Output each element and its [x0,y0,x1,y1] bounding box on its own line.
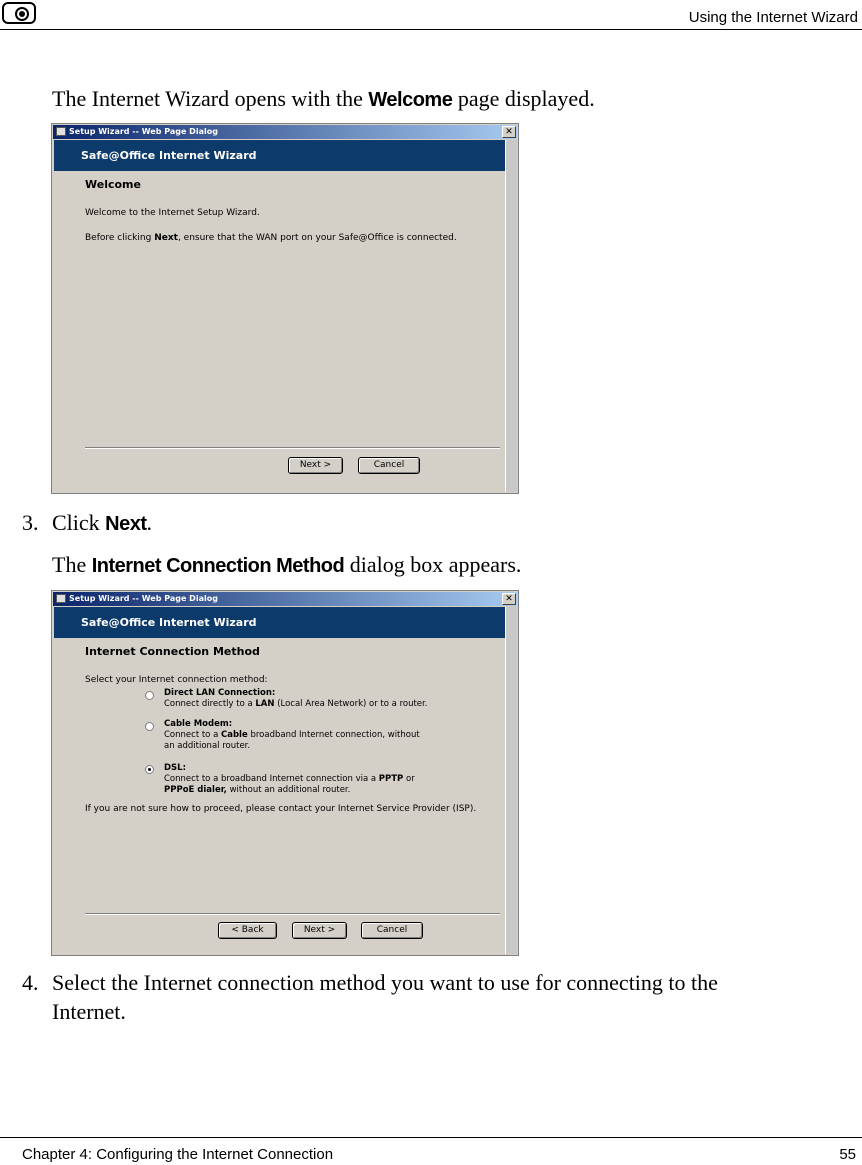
connection-method-dialog-screenshot [51,590,519,956]
logo-icon [2,2,36,24]
page-number: 55 [839,1146,856,1163]
intro-text-end: page displayed. [452,86,595,111]
dialog-scrollbar[interactable] [505,140,517,492]
dialog-titlebar [53,125,517,139]
dialog-scrollbar[interactable] [505,607,517,954]
next-button[interactable]: Next > [292,922,347,939]
dialog-separator [85,447,500,449]
welcome-dialog-screenshot [51,123,519,494]
isp-footnote: If you are not sure how to proceed, please contact your Internet Service Provider (ISP). [85,804,477,814]
dialog-name-keyword: Internet Connection Method [91,555,345,577]
dsl-radio[interactable] [145,765,154,774]
footer-chapter: Chapter 4: Configuring the Internet Connection [22,1146,334,1163]
window-icon [56,594,66,603]
cable-modem-radio[interactable] [145,722,154,731]
connection-prompt: Select your Internet connection method: [85,675,268,685]
step3-result-text: The Internet Connection Method dialog box appears. [52,552,522,577]
intro-text: The Internet Wizard opens with the [52,86,369,111]
step-number: 3. [22,510,39,535]
dialog-separator [85,913,500,915]
welcome-instruction: Before clicking Next, ensure that the WAN port on your Safe@Office is connected. [85,233,457,243]
dsl-option: DSL: Connect to a broadband Internet connection via a PPTP or PPPoE dialer, without an additional router. [164,763,415,795]
next-button[interactable]: Next > [288,457,343,474]
cable-modem-option: Cable Modem: Connect to a Cable broadband Internet connection, without an additional router. [164,719,420,751]
step3-text: Click Next. [52,510,153,535]
dialog-titlebar [53,592,517,606]
dialog-window-title: Setup Wizard -- Web Page Dialog [69,127,218,136]
footer-divider [0,1137,862,1138]
intro-paragraph [52,86,595,112]
window-icon [56,127,66,136]
step4-text-cont: Internet. [52,999,126,1024]
wizard-banner: Safe@Office Internet Wizard [54,140,506,171]
cancel-button[interactable]: Cancel [358,457,420,474]
connection-method-heading: Internet Connection Method [85,645,260,658]
direct-lan-option: Direct LAN Connection: Connect directly to a LAN (Local Area Network) or to a router. [164,688,428,709]
step4-text: Select the Internet connection method you want to use for connecting to the [52,970,718,995]
page-header-title: Using the Internet Wizard [688,9,858,26]
direct-lan-radio[interactable] [145,691,154,700]
close-icon[interactable]: ✕ [502,593,516,605]
intro-keyword: Welcome [368,89,453,111]
dialog-window-title: Setup Wizard -- Web Page Dialog [69,594,218,603]
step-number: 4. [22,970,39,995]
wizard-banner: Safe@Office Internet Wizard [54,607,506,638]
header-divider [0,29,862,30]
back-button[interactable]: < Back [218,922,277,939]
close-icon[interactable]: ✕ [502,126,516,138]
next-keyword: Next [105,513,147,535]
welcome-line: Welcome to the Internet Setup Wizard. [85,208,260,218]
cancel-button[interactable]: Cancel [361,922,423,939]
welcome-heading: Welcome [85,178,141,191]
